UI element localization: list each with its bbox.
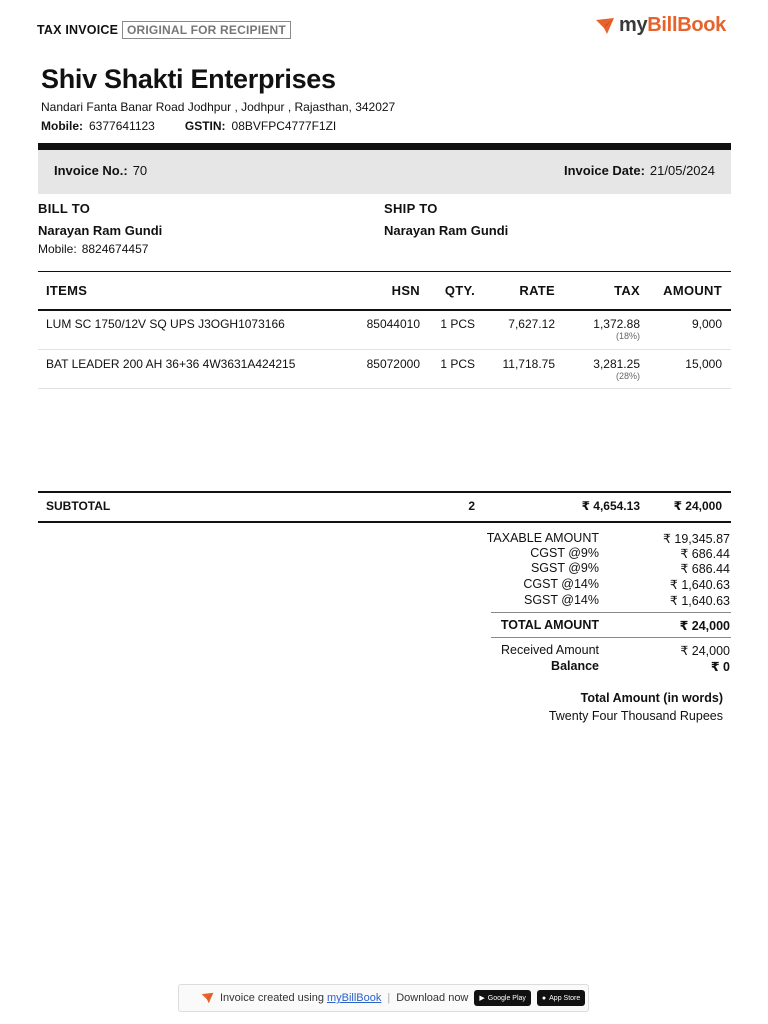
- taxable-label: TAXABLE AMOUNT: [486, 531, 599, 545]
- mybillbook-logo-icon: [595, 17, 615, 35]
- app-store-badge[interactable]: [537, 990, 585, 1006]
- business-address: Nandari Fanta Banar Road Jodhpur , Jodhpur , Rajasthan, 342027: [41, 100, 396, 114]
- subtotal-label: SUBTOTAL: [46, 499, 111, 513]
- sgst9-value: ₹ 686.44: [680, 562, 730, 576]
- row-qty: 1 PCS: [440, 357, 475, 371]
- balance-label: Balance: [551, 659, 599, 673]
- row-amount: 9,000: [691, 317, 722, 331]
- row-divider: [38, 388, 731, 389]
- subtotal-tax: ₹ 4,654.13: [581, 499, 640, 513]
- invoice-number-label: Invoice No.:: [54, 163, 128, 178]
- cgst14-value: ₹ 1,640.63: [669, 578, 730, 592]
- invoice-date-label: Invoice Date:: [564, 163, 645, 178]
- brand-wordmark: [619, 14, 726, 37]
- play-store-icon: ▶: [479, 995, 485, 1002]
- document-type: TAX INVOICE: [37, 23, 119, 37]
- invoice-number-value: 70: [132, 163, 148, 178]
- sgst9-label: SGST @9%: [530, 561, 599, 575]
- table-top-rule: [38, 271, 731, 272]
- app-store-label: App Store: [549, 994, 581, 1002]
- summary-divider: [491, 637, 731, 638]
- row-divider: [38, 349, 731, 350]
- subtotal-bottom-rule: [38, 521, 731, 523]
- bill-to-name: Narayan Ram Gundi: [38, 223, 163, 238]
- total-amount-value: ₹ 24,000: [679, 619, 730, 633]
- footer-banner: [178, 984, 589, 1012]
- invoice-number: [54, 163, 147, 178]
- total-amount-label: TOTAL AMOUNT: [500, 618, 599, 632]
- footer-separator: |: [387, 992, 391, 1004]
- col-amount: AMOUNT: [663, 283, 722, 298]
- invoice-date-value: 21/05/2024: [649, 163, 715, 178]
- row-item: LUM SC 1750/12V SQ UPS J3OGH1073166: [46, 317, 285, 331]
- received-value: ₹ 24,000: [680, 644, 730, 658]
- ship-to-name: Narayan Ram Gundi: [384, 223, 509, 238]
- row-tax: 1,372.88: [593, 317, 640, 331]
- row-amount: 15,000: [685, 357, 722, 371]
- bill-to-label: BILL TO: [38, 201, 91, 216]
- cgst14-label: CGST @14%: [523, 577, 599, 591]
- subtotal-top-rule: [38, 491, 731, 493]
- row-tax: 3,281.25: [593, 357, 640, 371]
- mobile-label: Mobile:: [41, 119, 83, 133]
- business-mobile: 6377641123: [89, 119, 155, 133]
- row-tax-percent: (28%): [615, 371, 640, 381]
- sgst14-label: SGST @14%: [524, 593, 599, 607]
- brand-prefix: my: [618, 14, 648, 36]
- amount-in-words: Twenty Four Thousand Rupees: [548, 709, 723, 723]
- row-rate: 11,718.75: [502, 357, 555, 371]
- invoice-date: [564, 163, 715, 178]
- amount-in-words-label: Total Amount (in words): [580, 691, 723, 705]
- col-qty: QTY.: [444, 283, 475, 298]
- ship-to-label: SHIP TO: [384, 201, 438, 216]
- google-play-badge[interactable]: [474, 990, 531, 1006]
- col-rate: RATE: [519, 283, 555, 298]
- bill-to-mobile-value: 8824674457: [81, 242, 149, 256]
- business-ids: [41, 119, 336, 133]
- row-rate: 7,627.12: [508, 317, 555, 331]
- col-items: ITEMS: [46, 283, 88, 298]
- footer-mybillbook-link[interactable]: myBillBook: [326, 992, 382, 1004]
- row-tax-percent: (18%): [615, 331, 640, 341]
- col-hsn: HSN: [391, 283, 420, 298]
- mybillbook-logo-icon: [201, 992, 214, 1004]
- row-qty: 1 PCS: [440, 317, 475, 331]
- copy-badge: ORIGINAL FOR RECIPIENT: [122, 21, 291, 39]
- sgst14-value: ₹ 1,640.63: [669, 594, 730, 608]
- taxable-value: ₹ 19,345.87: [662, 532, 730, 546]
- brand-logo: [595, 14, 726, 37]
- cgst9-label: CGST @9%: [530, 546, 599, 560]
- subtotal-qty: 2: [468, 499, 475, 513]
- table-header-rule: [38, 309, 731, 311]
- business-gstin: 08BVFPC4777F1ZI: [231, 119, 337, 133]
- google-play-label: Google Play: [487, 994, 526, 1002]
- footer-created-text: Invoice created using: [220, 992, 324, 1004]
- apple-icon: ●: [541, 994, 547, 1002]
- cgst9-value: ₹ 686.44: [680, 547, 730, 561]
- row-hsn: 85072000: [366, 357, 420, 371]
- row-hsn: 85044010: [366, 317, 420, 331]
- received-label: Received Amount: [501, 643, 599, 657]
- row-item: BAT LEADER 200 AH 36+36 4W3631A424215: [46, 357, 296, 371]
- header-divider: [38, 143, 731, 150]
- balance-value: ₹ 0: [710, 660, 730, 674]
- summary-divider: [491, 612, 731, 613]
- business-name: Shiv Shakti Enterprises: [41, 64, 336, 94]
- subtotal-amount: ₹ 24,000: [673, 499, 722, 513]
- bill-to-mobile-label: Mobile:: [38, 242, 77, 256]
- gstin-label: GSTIN:: [184, 119, 226, 133]
- brand-name: BillBook: [647, 14, 726, 36]
- footer-download-text: Download now: [396, 992, 469, 1004]
- col-tax: TAX: [614, 283, 640, 298]
- bill-to-mobile: [38, 242, 148, 256]
